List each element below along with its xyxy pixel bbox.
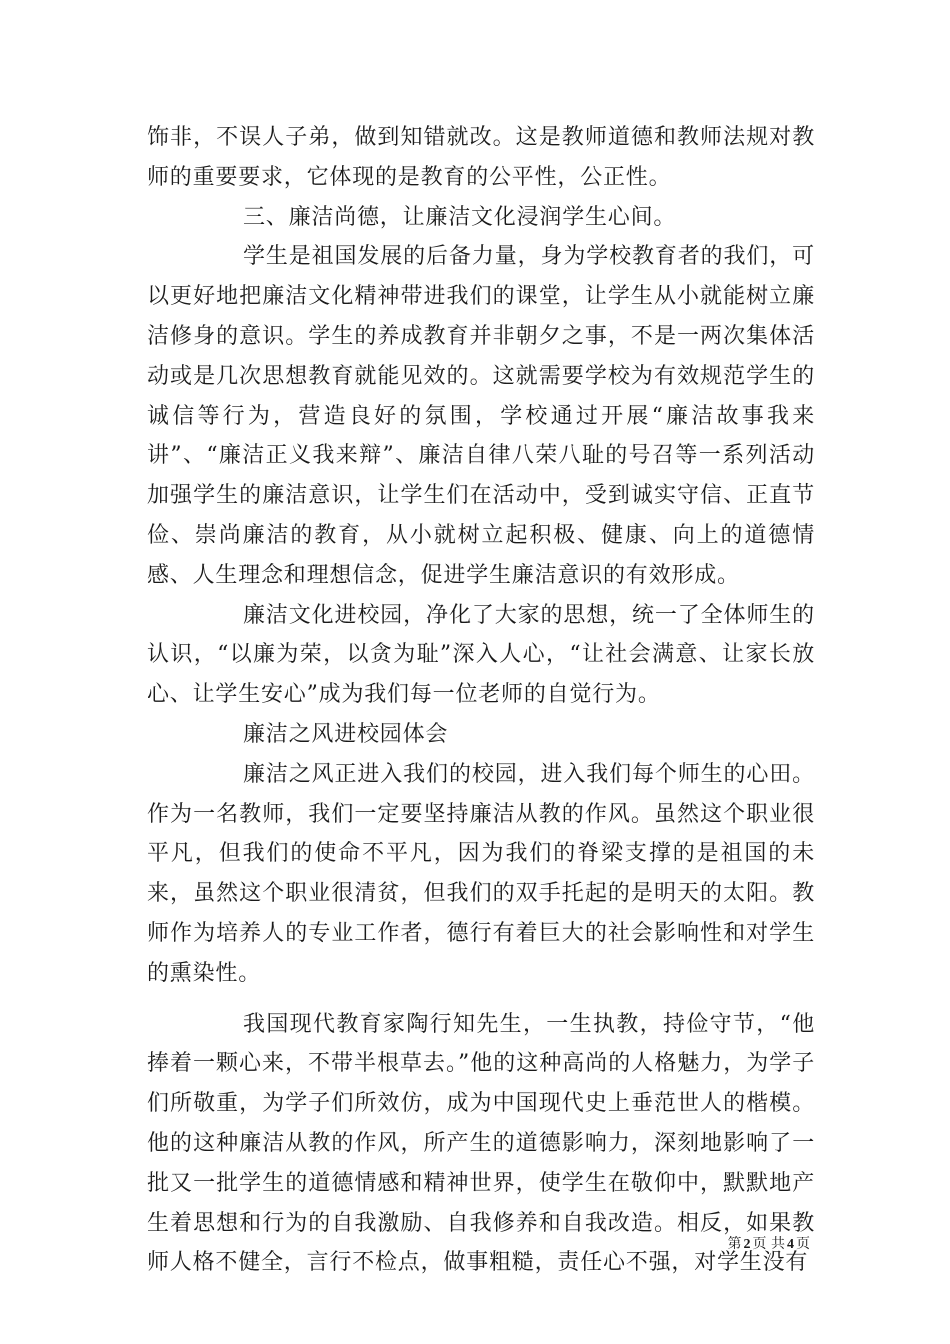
footer-middle: 页 共 <box>752 1236 785 1252</box>
total-page-number: 4 <box>787 1237 794 1252</box>
section-heading: 三、廉洁尚德，让廉洁文化浸润学生心间。 <box>243 204 677 230</box>
article-title: 廉洁之风进校园体会 <box>243 721 449 747</box>
footer-prefix: 第 <box>727 1236 742 1252</box>
footer-suffix: 页 <box>796 1236 810 1252</box>
paragraph: 廉洁之风正进入我们的校园，进入我们每个师生的心田。作为一名教师，我们一定要坚持廉洁从教的作风。虽然这个职业很平凡，但我们的使命不平凡，因为我们的脊梁支撑的是祖国的未来，虽然这个职业很清贫，但我们的双手托起的是明天的太阳。教师作为培养人的专业工作者，德行有着巨大的社会影响性和对学生的熏染性。 <box>147 761 815 986</box>
page-number-footer <box>0 1233 810 1253</box>
paragraph: 我国现代教育家陶行知先生，一生执教，持俭守节，“他捧着一颗心来，不带半根草去。”他的这种高尚的人格魅力，为学子们所敬重，为学子们所效仿，成为中国现代史上垂范世人的楷模。他的这种廉洁从教的作风，所产生的道德影响力，深刻地影响了一批又一批学生的道德情感和精神世界，使学生在敬仰中，默默地产生着思想和行为的自我激励、自我修养和自我改造。相反，如果教师人格不健全，言行不检点，做事粗糙，责任心不强，对学生没有 <box>147 1011 815 1276</box>
paragraph: 学生是祖国发展的后备力量，身为学校教育者的我们，可以更好地把廉洁文化精神带进我们的课堂，让学生从小就能树立廉洁修身的意识。学生的养成教育并非朝夕之事，不是一两次集体活动或是几次思想教育就能见效的。这就需要学校为有效规范学生的诚信等行为，营造良好的氛围，学校通过开展“廉洁故事我来讲”、“廉洁正义我来辩”、廉洁自律八荣八耻的号召等一系列活动加强学生的廉洁意识，让学生们在活动中，受到诚实守信、正直节俭、崇尚廉洁的教育，从小就树立起积极、健康、向上的道德情感、人生理念和理想信念，促进学生廉洁意识的有效形成。 <box>147 244 815 588</box>
paragraph: 饰非，不误人子弟，做到知错就改。这是教师道德和教师法规对教师的重要要求，它体现的是教育的公平性，公正性。 <box>147 125 815 190</box>
paragraph: 廉洁文化进校园，净化了大家的思想，统一了全体师生的认识，“以廉为荣，以贪为耻”深入人心，“让社会满意、让家长放心、让学生安心”成为我们每一位老师的自觉行为。 <box>147 602 815 708</box>
current-page-number: 2 <box>743 1237 751 1252</box>
document-body <box>147 118 815 1283</box>
